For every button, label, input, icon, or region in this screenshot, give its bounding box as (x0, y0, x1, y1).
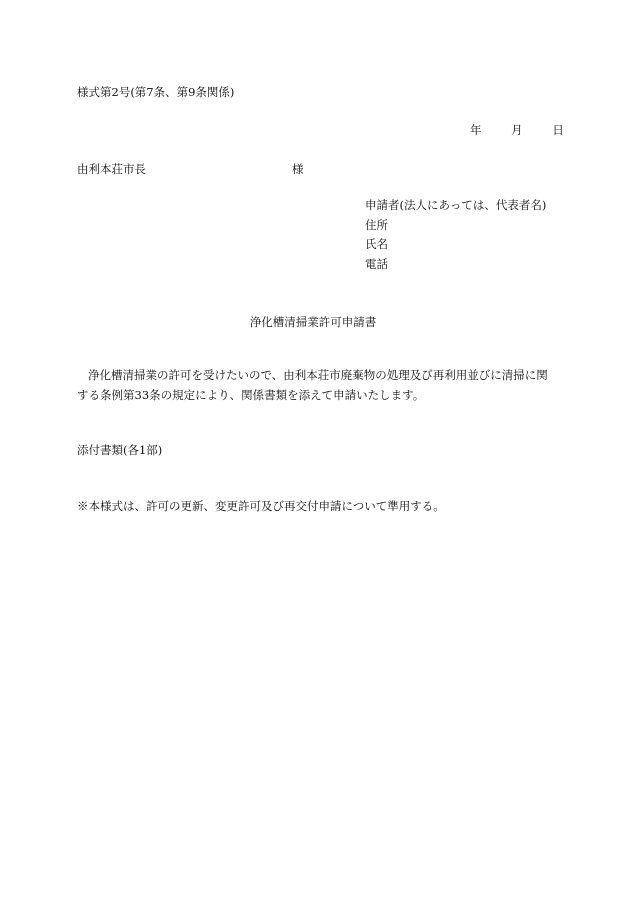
applicant-block (365, 196, 546, 274)
addressee-honorific: 様 (292, 162, 304, 176)
document-title-text: 浄化槽清掃業許可申請書 (249, 315, 377, 329)
attachments-label: 添付書類(各1部) (77, 443, 163, 457)
date-line (470, 121, 564, 139)
applicant-name-label: 氏名 (365, 237, 388, 251)
date-year-label: 年 (470, 123, 482, 137)
document-title (0, 313, 630, 331)
form-number: 様式第2号(第7条、第9条関係) (77, 85, 235, 99)
date-month-label: 月 (511, 123, 523, 137)
applicant-address-label: 住所 (365, 217, 388, 232)
date-day-label: 日 (552, 123, 564, 137)
usage-note: ※本様式は、許可の更新、変更許可及び再交付申請について準用する。 (77, 499, 445, 513)
body-paragraph: 浄化槽清掃業の許可を受けたいので、由利本荘市廃棄物の処理及び再利用並びに清掃に関する条例第33条の規定により、関係書類を添えて申請いたします。 (77, 368, 548, 402)
addressee: 由利本荘市長 (77, 162, 146, 176)
applicant-phone-label: 電話 (365, 256, 388, 271)
applicant-label: 申請者(法人にあっては、代表者名) (365, 198, 547, 212)
